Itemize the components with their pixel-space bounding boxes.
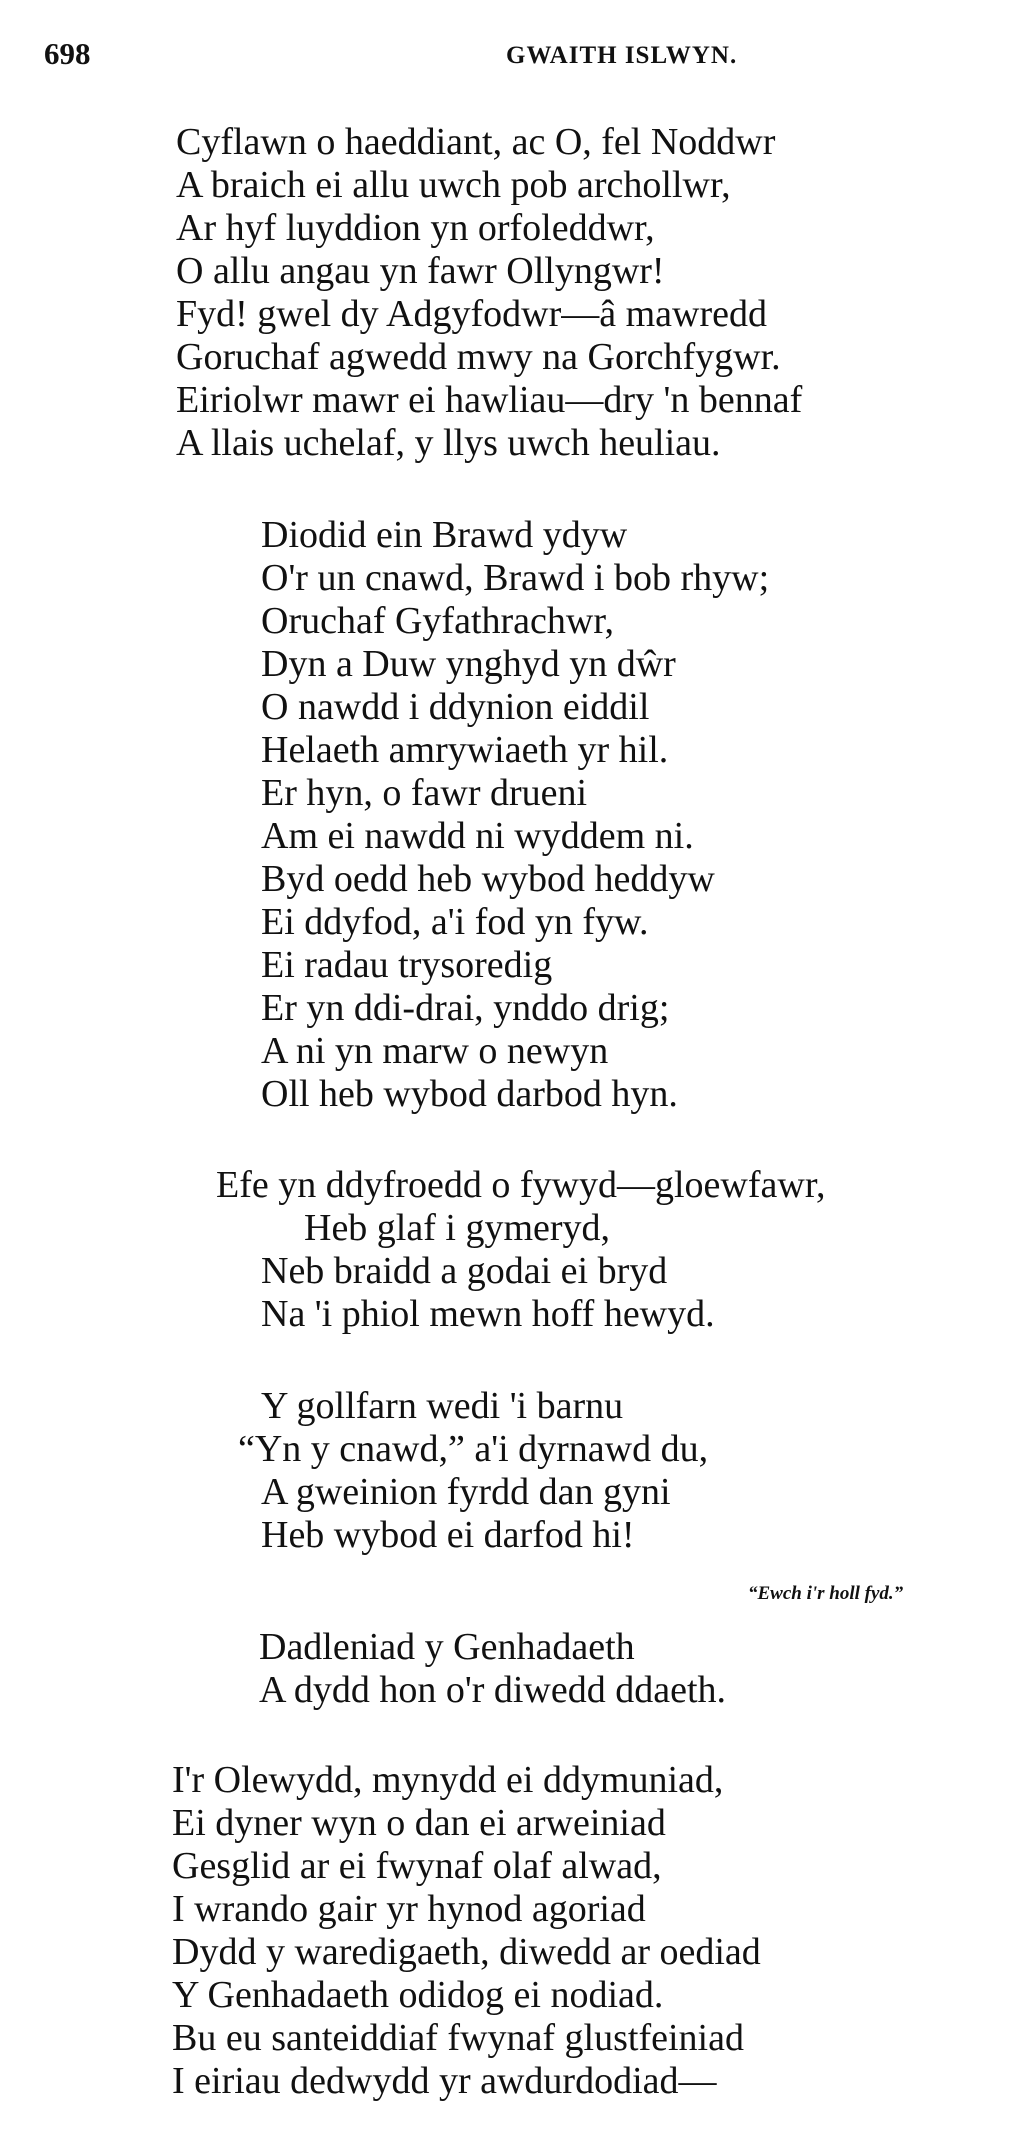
- verse-line: Heb wybod ei darfod hi!: [261, 1514, 635, 1556]
- verse-line: A ni yn marw o newyn: [261, 1030, 609, 1072]
- verse-line: Gesglid ar ei fwynaf olaf alwad,: [172, 1845, 662, 1887]
- verse-line: O nawdd i ddynion eiddil: [261, 686, 650, 728]
- verse-line: O'r un cnawd, Brawd i bob rhyw;: [261, 557, 770, 599]
- verse-line: Ei dyner wyn o dan ei arweiniad: [172, 1802, 666, 1844]
- verse-line: Ar hyf luyddion yn orfoleddwr,: [176, 207, 655, 249]
- verse-line: A braich ei allu uwch pob archollwr,: [176, 164, 731, 206]
- verse-line: Er hyn, o fawr drueni: [261, 772, 588, 814]
- verse-line: Oll heb wybod darbod hyn.: [261, 1073, 678, 1115]
- verse-line: Ei ddyfod, a'i fod yn fyw.: [261, 901, 649, 943]
- verse-line: Dyn a Duw ynghyd yn dŵr: [261, 643, 676, 685]
- verse-line: Dadleniad y Genhadaeth: [259, 1626, 635, 1668]
- verse-line: Oruchaf Gyfathrachwr,: [261, 600, 614, 642]
- verse-line: Neb braidd a godai ei bryd: [261, 1250, 668, 1292]
- verse-line: A llais uchelaf, y llys uwch heuliau.: [176, 422, 721, 464]
- page-header: [44, 36, 984, 76]
- verse-line: Byd oedd heb wybod heddyw: [261, 858, 715, 900]
- marginal-note: “Ewch i'r holl fyd.”: [748, 1583, 904, 1604]
- verse-line: O allu angau yn fawr Ollyngwr!: [176, 250, 665, 292]
- running-title: GWAITH ISLWYN.: [506, 42, 738, 69]
- verse-line: Efe yn ddyfroedd o fywyd—gloewfawr,: [216, 1164, 826, 1206]
- verse-line: Goruchaf agwedd mwy na Gorchfygwr.: [176, 336, 781, 378]
- page-number: 698: [44, 36, 91, 71]
- verse-line: Am ei nawdd ni wyddem ni.: [261, 815, 694, 857]
- verse-line: I wrando gair yr hynod agoriad: [172, 1888, 646, 1930]
- verse-line: Bu eu santeiddiaf fwynaf glustfeiniad: [172, 2017, 744, 2059]
- verse-line: Cyflawn o haeddiant, ac O, fel Noddwr: [176, 121, 776, 163]
- verse-line: Dydd y waredigaeth, diwedd ar oediad: [172, 1931, 761, 1973]
- verse-line: Eiriolwr mawr ei hawliau—dry 'n bennaf: [176, 379, 803, 421]
- verse-line: Na 'i phiol mewn hoff hewyd.: [261, 1293, 715, 1335]
- verse-line: Er yn ddi-drai, ynddo drig;: [261, 987, 670, 1029]
- verse-line: “Yn y cnawd,” a'i dyrnawd du,: [238, 1428, 709, 1470]
- verse-line: Y gollfarn wedi 'i barnu: [261, 1385, 624, 1427]
- verse-line: Ei radau trysoredig: [261, 944, 553, 986]
- verse-line: I'r Olewydd, mynydd ei ddymuniad,: [172, 1759, 724, 1801]
- verse-line: Y Genhadaeth odidog ei nodiad.: [172, 1974, 664, 2016]
- verse-line: A gweinion fyrdd dan gyni: [261, 1471, 671, 1513]
- verse-line: Diodid ein Brawd ydyw: [261, 514, 628, 556]
- verse-line: Helaeth amrywiaeth yr hil.: [261, 729, 669, 771]
- verse-line: I eiriau dedwydd yr awdurdodiad—: [172, 2060, 717, 2102]
- verse-line: Fyd! gwel dy Adgyfodwr—â mawredd: [176, 293, 768, 335]
- verse-line: A dydd hon o'r diwedd ddaeth.: [259, 1669, 727, 1711]
- verse-line: Heb glaf i gymeryd,: [304, 1207, 611, 1249]
